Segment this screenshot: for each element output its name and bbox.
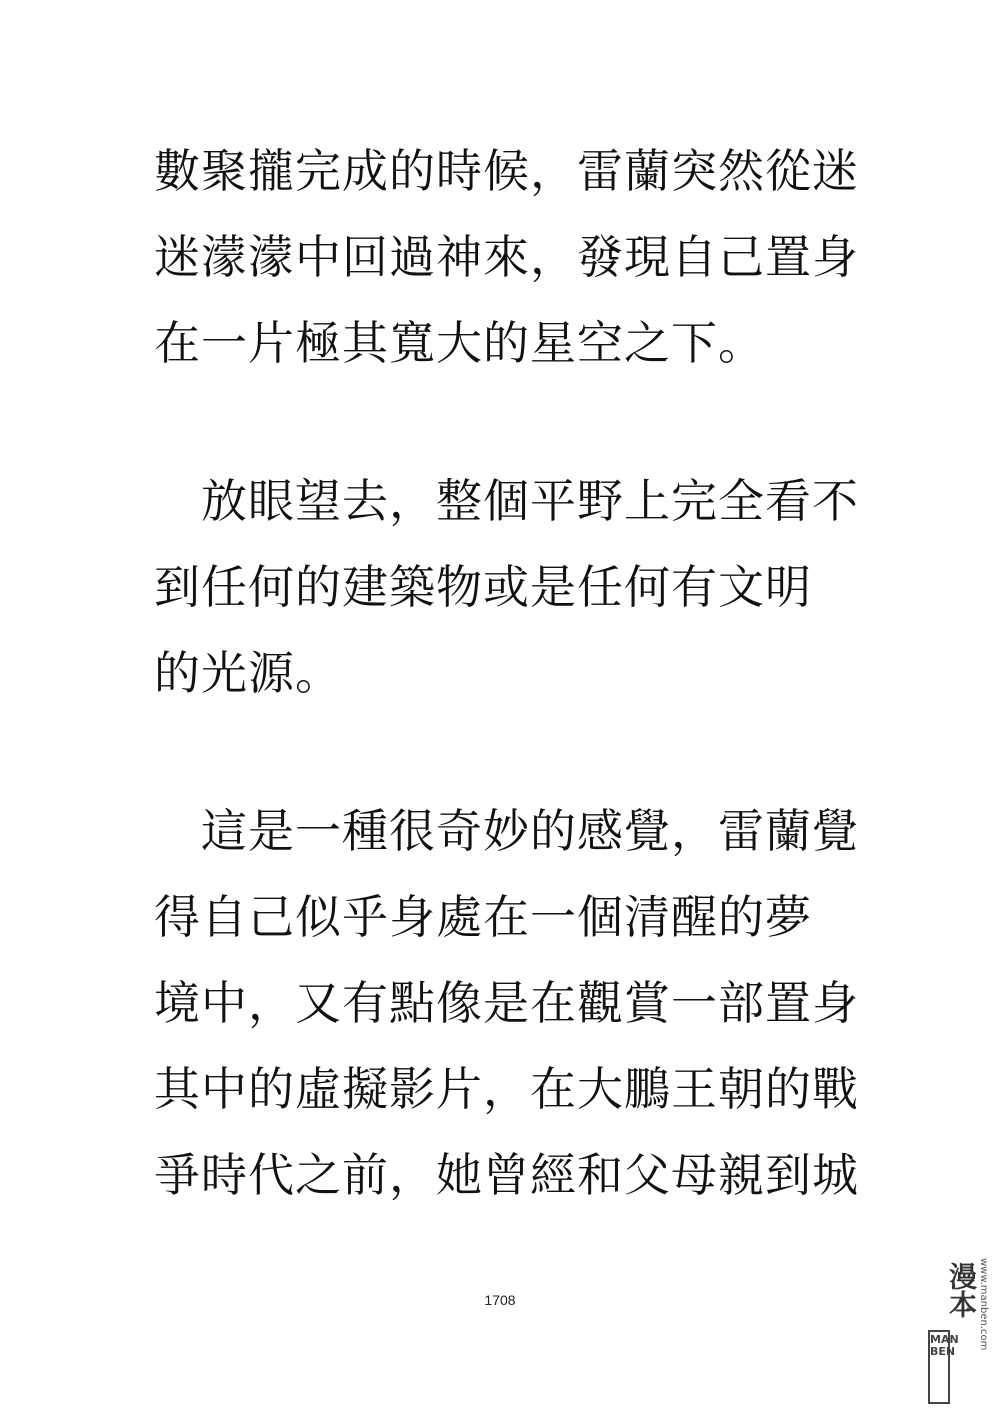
paragraph-gap bbox=[154, 716, 854, 788]
watermark-url: www.manben.com bbox=[978, 1258, 989, 1351]
paragraph-gap bbox=[154, 386, 854, 458]
text-line: 到任何的建築物或是任何有文明 bbox=[154, 560, 812, 614]
text-line: 這是一種很奇妙的感覺，雷蘭覺 bbox=[154, 804, 859, 858]
text-line: 得自己似乎身處在一個清醒的夢 bbox=[154, 890, 812, 944]
text-line: 的光源。 bbox=[154, 646, 342, 700]
paragraph-1 bbox=[154, 128, 859, 386]
text-line: 放眼望去，整個平野上完全看不 bbox=[154, 474, 859, 528]
body-text bbox=[154, 128, 859, 1218]
text-line: 迷濛濛中回過神來，發現自己置身 bbox=[154, 230, 859, 284]
text-line: 境中，又有點像是在觀賞一部置身 bbox=[154, 976, 859, 1030]
paragraph-3 bbox=[154, 788, 859, 1218]
watermark-logo bbox=[928, 1258, 992, 1408]
paragraph-2 bbox=[154, 458, 859, 716]
text-line: 在一片極其寬大的星空之下。 bbox=[154, 316, 765, 370]
watermark-logo-text: 漫本 bbox=[945, 1262, 978, 1318]
text-line: 其中的虛擬影片，在大鵬王朝的戰 bbox=[154, 1062, 859, 1116]
watermark-box-text: MAN BEN bbox=[928, 1330, 950, 1404]
text-line: 爭時代之前，她曾經和父母親到城 bbox=[154, 1148, 859, 1202]
text-line: 數聚攏完成的時候，雷蘭突然從迷 bbox=[154, 144, 859, 198]
page-number: 1708 bbox=[484, 1292, 516, 1308]
